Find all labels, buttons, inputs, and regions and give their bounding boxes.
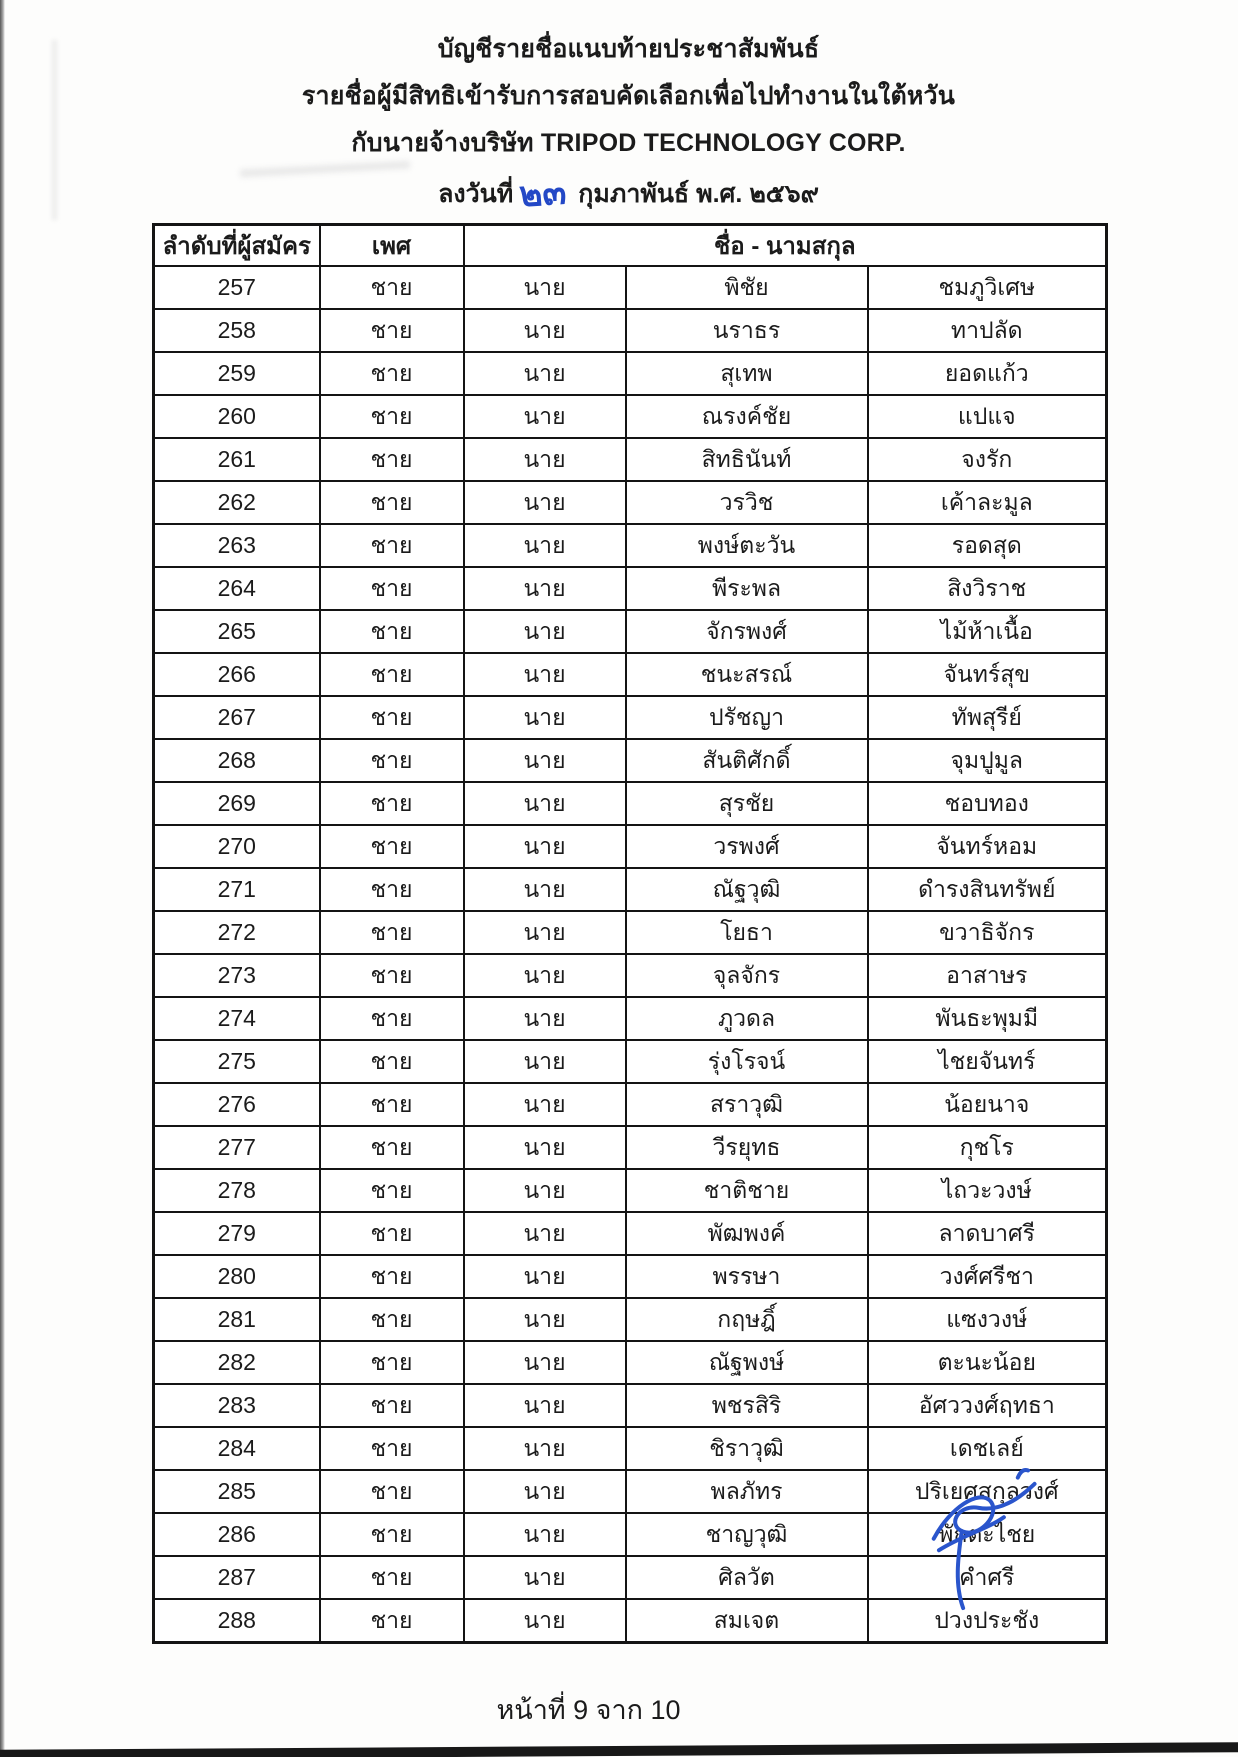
applicant-no-cell: 281 bbox=[154, 1298, 320, 1341]
table-row bbox=[154, 1341, 1107, 1384]
gender-cell: ชาย bbox=[320, 696, 464, 739]
last-name-cell: ดำรงสินทรัพย์ bbox=[868, 868, 1107, 911]
first-name-cell: ชนะสรณ์ bbox=[626, 653, 868, 696]
table-row bbox=[154, 868, 1107, 911]
table-row bbox=[154, 739, 1107, 782]
applicant-no-cell: 262 bbox=[154, 481, 320, 524]
gender-cell: ชาย bbox=[320, 1470, 464, 1513]
last-name-cell: อาสาษร bbox=[868, 954, 1107, 997]
last-name-cell: น้อยนาจ bbox=[868, 1083, 1107, 1126]
first-name-cell: พลภัทร bbox=[626, 1470, 868, 1513]
gender-cell: ชาย bbox=[320, 1341, 464, 1384]
applicant-no-cell: 279 bbox=[154, 1212, 320, 1255]
first-name-cell: สมเจต bbox=[626, 1599, 868, 1643]
applicant-no-cell: 278 bbox=[154, 1169, 320, 1212]
table-row bbox=[154, 954, 1107, 997]
scan-smudge bbox=[52, 40, 57, 220]
first-name-cell: พีระพล bbox=[626, 567, 868, 610]
table-row bbox=[154, 481, 1107, 524]
doc-title-line-3: กับนายจ้างบริษัท TRIPOD TECHNOLOGY CORP. bbox=[351, 129, 906, 157]
last-name-cell: แปแจ bbox=[868, 395, 1107, 438]
applicant-no-cell: 285 bbox=[154, 1470, 320, 1513]
table-row bbox=[154, 567, 1107, 610]
title-cell: นาย bbox=[464, 1212, 626, 1255]
table-row bbox=[154, 352, 1107, 395]
applicant-no-cell: 287 bbox=[154, 1556, 320, 1599]
last-name-cell: ทาปลัด bbox=[868, 309, 1107, 352]
applicant-no-cell: 267 bbox=[154, 696, 320, 739]
gender-cell: ชาย bbox=[320, 481, 464, 524]
first-name-cell: พิชัย bbox=[626, 266, 868, 309]
title-cell: นาย bbox=[464, 1599, 626, 1643]
table-row bbox=[154, 997, 1107, 1040]
title-cell: นาย bbox=[464, 395, 626, 438]
title-cell: นาย bbox=[464, 696, 626, 739]
first-name-cell: ชาญวุฒิ bbox=[626, 1513, 868, 1556]
title-cell: นาย bbox=[464, 1513, 626, 1556]
applicant-no-cell: 272 bbox=[154, 911, 320, 954]
first-name-cell: โยธา bbox=[626, 911, 868, 954]
first-name-cell: ณรงค์ชัย bbox=[626, 395, 868, 438]
applicant-no-cell: 275 bbox=[154, 1040, 320, 1083]
first-name-cell: สุรชัย bbox=[626, 782, 868, 825]
table-row bbox=[154, 782, 1107, 825]
gender-cell: ชาย bbox=[320, 1513, 464, 1556]
applicant-no-cell: 277 bbox=[154, 1126, 320, 1169]
last-name-cell: จันทร์หอม bbox=[868, 825, 1107, 868]
last-name-cell: รอดสุด bbox=[868, 524, 1107, 567]
table-row bbox=[154, 395, 1107, 438]
last-name-cell: ไถวะวงษ์ bbox=[868, 1169, 1107, 1212]
first-name-cell: กฤษฎิ์ bbox=[626, 1298, 868, 1341]
scan-bottom-edge bbox=[0, 1742, 1238, 1757]
table-row bbox=[154, 1040, 1107, 1083]
applicant-no-cell: 288 bbox=[154, 1599, 320, 1643]
title-cell: นาย bbox=[464, 911, 626, 954]
title-cell: นาย bbox=[464, 1556, 626, 1599]
first-name-cell: สันติศักดิ์ bbox=[626, 739, 868, 782]
applicant-no-cell: 284 bbox=[154, 1427, 320, 1470]
gender-cell: ชาย bbox=[320, 567, 464, 610]
last-name-cell: คำศรี bbox=[868, 1556, 1107, 1599]
gender-cell: ชาย bbox=[320, 739, 464, 782]
applicant-no-cell: 261 bbox=[154, 438, 320, 481]
last-name-cell: ทัพสุรีย์ bbox=[868, 696, 1107, 739]
first-name-cell: ณัฐพงษ์ bbox=[626, 1341, 868, 1384]
title-cell: นาย bbox=[464, 782, 626, 825]
applicant-no-cell: 276 bbox=[154, 1083, 320, 1126]
applicant-no-cell: 258 bbox=[154, 309, 320, 352]
table-row bbox=[154, 1126, 1107, 1169]
first-name-cell: ชิราวุฒิ bbox=[626, 1427, 868, 1470]
first-name-cell: พงษ์ตะวัน bbox=[626, 524, 868, 567]
table-row bbox=[154, 266, 1107, 309]
table-row bbox=[154, 696, 1107, 739]
gender-cell: ชาย bbox=[320, 653, 464, 696]
last-name-cell: ยอดแก้ว bbox=[868, 352, 1107, 395]
applicant-no-cell: 270 bbox=[154, 825, 320, 868]
applicant-no-cell: 259 bbox=[154, 352, 320, 395]
gender-cell: ชาย bbox=[320, 309, 464, 352]
scan-left-edge-shadow bbox=[0, 0, 5, 1757]
table-row bbox=[154, 1169, 1107, 1212]
applicant-no-cell: 268 bbox=[154, 739, 320, 782]
last-name-cell: จงรัก bbox=[868, 438, 1107, 481]
last-name-cell: อัศววงศ์ฤทธา bbox=[868, 1384, 1107, 1427]
header-gender: เพศ bbox=[320, 225, 464, 267]
table-row bbox=[154, 1255, 1107, 1298]
first-name-cell: วรวิช bbox=[626, 481, 868, 524]
gender-cell: ชาย bbox=[320, 997, 464, 1040]
first-name-cell: จักรพงศ์ bbox=[626, 610, 868, 653]
title-cell: นาย bbox=[464, 1341, 626, 1384]
gender-cell: ชาย bbox=[320, 868, 464, 911]
title-cell: นาย bbox=[464, 438, 626, 481]
table-row bbox=[154, 653, 1107, 696]
first-name-cell: สุเทพ bbox=[626, 352, 868, 395]
gender-cell: ชาย bbox=[320, 782, 464, 825]
title-cell: นาย bbox=[464, 653, 626, 696]
doc-date-line bbox=[152, 167, 1105, 218]
last-name-cell: เค้าละมูล bbox=[868, 481, 1107, 524]
applicant-no-cell: 273 bbox=[154, 954, 320, 997]
last-name-cell: พันธะพุมมี bbox=[868, 997, 1107, 1040]
first-name-cell: รุ่งโรจน์ bbox=[626, 1040, 868, 1083]
first-name-cell: ณัฐวุฒิ bbox=[626, 868, 868, 911]
last-name-cell: เดชเลย์ bbox=[868, 1427, 1107, 1470]
title-cell: นาย bbox=[464, 524, 626, 567]
last-name-cell: กุชโร bbox=[868, 1126, 1107, 1169]
applicant-no-cell: 274 bbox=[154, 997, 320, 1040]
first-name-cell: จุลจักร bbox=[626, 954, 868, 997]
table-row bbox=[154, 1083, 1107, 1126]
first-name-cell: สราวุฒิ bbox=[626, 1083, 868, 1126]
applicant-no-cell: 266 bbox=[154, 653, 320, 696]
gender-cell: ชาย bbox=[320, 266, 464, 309]
table-header-row bbox=[154, 225, 1107, 267]
gender-cell: ชาย bbox=[320, 610, 464, 653]
last-name-cell: แซงวงษ์ bbox=[868, 1298, 1107, 1341]
gender-cell: ชาย bbox=[320, 1556, 464, 1599]
table-row bbox=[154, 524, 1107, 567]
gender-cell: ชาย bbox=[320, 911, 464, 954]
applicant-no-cell: 263 bbox=[154, 524, 320, 567]
applicant-no-cell: 283 bbox=[154, 1384, 320, 1427]
gender-cell: ชาย bbox=[320, 1384, 464, 1427]
title-cell: นาย bbox=[464, 266, 626, 309]
first-name-cell: พรรษา bbox=[626, 1255, 868, 1298]
gender-cell: ชาย bbox=[320, 352, 464, 395]
title-cell: นาย bbox=[464, 997, 626, 1040]
title-cell: นาย bbox=[464, 1126, 626, 1169]
first-name-cell: พชรสิริ bbox=[626, 1384, 868, 1427]
first-name-cell: พัฒพงค์ bbox=[626, 1212, 868, 1255]
title-cell: นาย bbox=[464, 352, 626, 395]
doc-title-line-1: บัญชีรายชื่อแนบท้ายประชาสัมพันธ์ bbox=[437, 35, 820, 63]
last-name-cell: ปริเยศสกุลวงศ์ bbox=[868, 1470, 1107, 1513]
table-row bbox=[154, 911, 1107, 954]
gender-cell: ชาย bbox=[320, 1040, 464, 1083]
gender-cell: ชาย bbox=[320, 438, 464, 481]
handwritten-day-number: ๒๓ bbox=[518, 172, 568, 215]
first-name-cell: นราธร bbox=[626, 309, 868, 352]
gender-cell: ชาย bbox=[320, 1298, 464, 1341]
gender-cell: ชาย bbox=[320, 524, 464, 567]
applicant-no-cell: 280 bbox=[154, 1255, 320, 1298]
applicant-table-body bbox=[154, 266, 1107, 1643]
title-cell: นาย bbox=[464, 1384, 626, 1427]
first-name-cell: ภูวดล bbox=[626, 997, 868, 1040]
last-name-cell: พักตะไชย bbox=[868, 1513, 1107, 1556]
gender-cell: ชาย bbox=[320, 1255, 464, 1298]
title-cell: นาย bbox=[464, 739, 626, 782]
handwritten-signature bbox=[920, 1451, 1076, 1625]
first-name-cell: ศิลวัต bbox=[626, 1556, 868, 1599]
applicant-no-cell: 286 bbox=[154, 1513, 320, 1556]
title-cell: นาย bbox=[464, 567, 626, 610]
table-row bbox=[154, 309, 1107, 352]
applicant-roster-table bbox=[152, 223, 1108, 1644]
title-cell: นาย bbox=[464, 1298, 626, 1341]
gender-cell: ชาย bbox=[320, 1599, 464, 1643]
gender-cell: ชาย bbox=[320, 1126, 464, 1169]
applicant-no-cell: 282 bbox=[154, 1341, 320, 1384]
table-row bbox=[154, 610, 1107, 653]
applicant-no-cell: 271 bbox=[154, 868, 320, 911]
title-cell: นาย bbox=[464, 825, 626, 868]
header-name-surname: ชื่อ - นามสกุล bbox=[464, 225, 1107, 267]
applicant-no-cell: 257 bbox=[154, 266, 320, 309]
doc-title-line-2: รายชื่อผู้มีสิทธิเข้ารับการสอบคัดเลือกเพื่อไปทำงานในใต้หวัน bbox=[301, 82, 956, 110]
title-cell: นาย bbox=[464, 868, 626, 911]
title-cell: นาย bbox=[464, 309, 626, 352]
last-name-cell: ปวงประชัง bbox=[868, 1599, 1107, 1643]
table-row bbox=[154, 825, 1107, 868]
table-row bbox=[154, 1212, 1107, 1255]
date-prefix: ลงวันที่ bbox=[438, 180, 514, 208]
applicant-no-cell: 264 bbox=[154, 567, 320, 610]
title-cell: นาย bbox=[464, 1040, 626, 1083]
document-header bbox=[152, 26, 1105, 218]
table-row bbox=[154, 438, 1107, 481]
applicant-no-cell: 265 bbox=[154, 610, 320, 653]
table-row bbox=[154, 1384, 1107, 1427]
gender-cell: ชาย bbox=[320, 954, 464, 997]
applicant-no-cell: 260 bbox=[154, 395, 320, 438]
gender-cell: ชาย bbox=[320, 1169, 464, 1212]
title-cell: นาย bbox=[464, 1255, 626, 1298]
last-name-cell: วงศ์ศรีชา bbox=[868, 1255, 1107, 1298]
date-suffix: กุมภาพันธ์ พ.ศ. ๒๕๖๙ bbox=[578, 180, 819, 208]
last-name-cell: จันทร์สุข bbox=[868, 653, 1107, 696]
last-name-cell: ลาดบาศรี bbox=[868, 1212, 1107, 1255]
first-name-cell: วีรยุทธ bbox=[626, 1126, 868, 1169]
title-cell: นาย bbox=[464, 1470, 626, 1513]
table-row bbox=[154, 1298, 1107, 1341]
last-name-cell: ตะนะน้อย bbox=[868, 1341, 1107, 1384]
header-applicant-no: ลำดับที่ผู้สมัคร bbox=[154, 225, 320, 267]
last-name-cell: ไม้ห้าเนื้อ bbox=[868, 610, 1107, 653]
gender-cell: ชาย bbox=[320, 825, 464, 868]
first-name-cell: สิทธินันท์ bbox=[626, 438, 868, 481]
first-name-cell: ชาติชาย bbox=[626, 1169, 868, 1212]
title-cell: นาย bbox=[464, 1427, 626, 1470]
title-cell: นาย bbox=[464, 481, 626, 524]
last-name-cell: จุมปูมูล bbox=[868, 739, 1107, 782]
gender-cell: ชาย bbox=[320, 1083, 464, 1126]
last-name-cell: ขวาธิจักร bbox=[868, 911, 1107, 954]
page-number-footer: หน้าที่ 9 จาก 10 bbox=[496, 1695, 681, 1725]
title-cell: นาย bbox=[464, 1169, 626, 1212]
last-name-cell: ชอบทอง bbox=[868, 782, 1107, 825]
gender-cell: ชาย bbox=[320, 1212, 464, 1255]
title-cell: นาย bbox=[464, 1083, 626, 1126]
first-name-cell: วรพงศ์ bbox=[626, 825, 868, 868]
last-name-cell: สิงวิราช bbox=[868, 567, 1107, 610]
last-name-cell: ไชยจันทร์ bbox=[868, 1040, 1107, 1083]
last-name-cell: ชมภูวิเศษ bbox=[868, 266, 1107, 309]
title-cell: นาย bbox=[464, 610, 626, 653]
gender-cell: ชาย bbox=[320, 395, 464, 438]
gender-cell: ชาย bbox=[320, 1427, 464, 1470]
applicant-no-cell: 269 bbox=[154, 782, 320, 825]
title-cell: นาย bbox=[464, 954, 626, 997]
first-name-cell: ปรัชญา bbox=[626, 696, 868, 739]
